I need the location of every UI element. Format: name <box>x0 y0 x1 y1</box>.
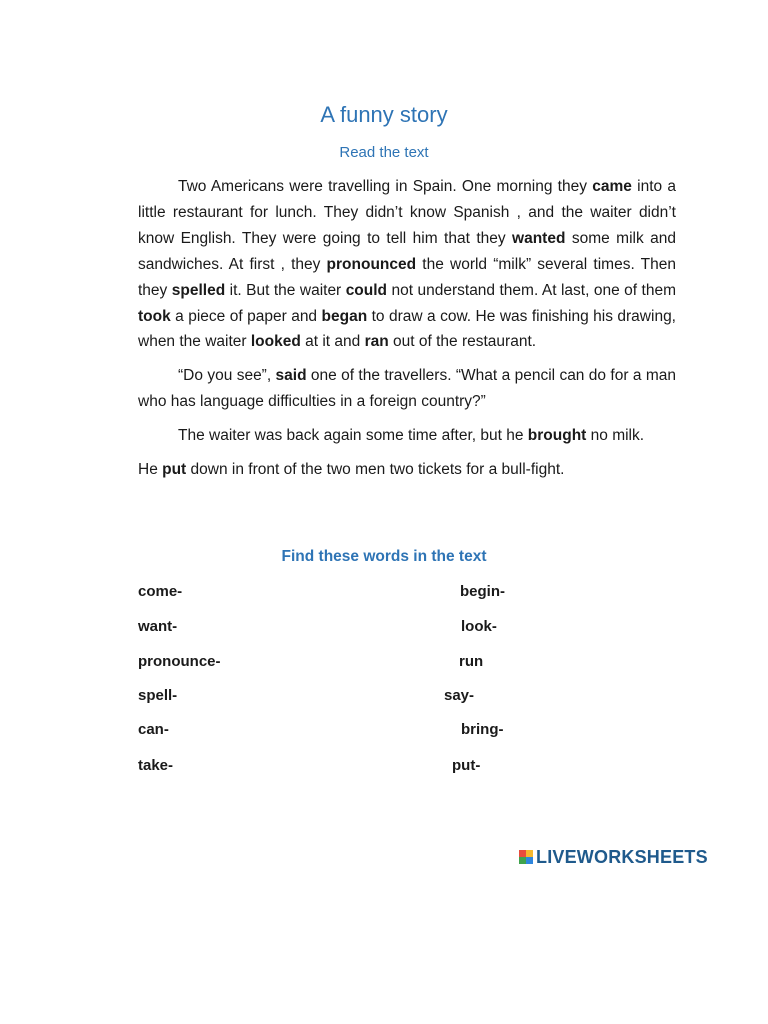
highlighted-verb: wanted <box>512 229 566 247</box>
story-text-run: some milk and sandwiches. At first , they <box>138 229 676 273</box>
story-text-run: at it and <box>300 333 365 351</box>
page-title: A funny story <box>320 102 448 127</box>
highlighted-verb: looked <box>250 333 301 351</box>
story-text-run: not understand them. At last, one of them <box>387 281 677 299</box>
story-paragraph <box>138 457 676 483</box>
highlighted-verb: brought <box>527 427 587 445</box>
word-put: put- <box>452 757 481 774</box>
page-subtitle: Read the text <box>339 144 429 161</box>
logo-mark-square <box>526 857 533 864</box>
story-text <box>138 174 676 483</box>
story-text-run: out of the restaurant. <box>388 333 537 351</box>
word-come: come- <box>138 583 183 600</box>
word-take: take- <box>138 757 174 774</box>
story-text-run: no milk. <box>586 427 645 445</box>
story-paragraph <box>138 423 676 449</box>
liveworksheets-logo-icon <box>519 850 533 864</box>
story-text-run: “Do you see”, <box>178 367 276 385</box>
word-want: want- <box>138 618 178 635</box>
word-spell: spell- <box>138 687 178 704</box>
word-bring: bring- <box>461 721 504 738</box>
highlighted-verb: ran <box>364 333 389 351</box>
story-text-run: into a little restaurant for lunch. They didn’t know Spanish , and the waiter didn’t know English. They were going to tell him that they <box>138 178 676 247</box>
story-text-run: one of the travellers. “What a pencil can do for a man who has language difficulties in a foreign country?” <box>138 367 676 411</box>
story-text-run: a piece of paper and <box>170 307 322 325</box>
story-text-run: Two Americans were travelling in Spain. One morning they <box>178 178 593 195</box>
word-can: can- <box>138 721 169 738</box>
highlighted-verb: spelled <box>171 281 226 299</box>
word-run: run <box>459 653 484 670</box>
story-text-run: it. But the waiter <box>225 281 346 299</box>
word-say: say- <box>444 687 475 704</box>
highlighted-verb: said <box>275 367 307 385</box>
logo-mark-square <box>526 850 533 857</box>
story-paragraph <box>138 174 676 355</box>
story-text-run: the world “milk” several times. Then they <box>138 255 676 299</box>
highlighted-verb: put <box>162 461 187 479</box>
story-text-run: to draw a cow. He was finishing his drawing, when the waiter <box>138 307 676 351</box>
logo-mark-square <box>519 850 526 857</box>
word-pronounce: pronounce- <box>138 653 221 670</box>
word-look: look- <box>461 618 497 635</box>
logo-text: LIVEWORKSHEETS <box>536 846 708 867</box>
highlighted-verb: came <box>592 178 632 195</box>
story-text-run: He <box>138 461 163 479</box>
exercise-title: Find these words in the text <box>281 548 487 565</box>
highlighted-verb: could <box>345 281 388 299</box>
word-begin: begin- <box>460 583 505 600</box>
highlighted-verb: pronounced <box>326 255 417 273</box>
story-text-run: down in front of the two men two tickets for a bull-fight. <box>186 461 565 479</box>
liveworksheets-logo <box>519 846 708 868</box>
story-paragraph <box>138 363 676 415</box>
highlighted-verb: took <box>138 307 171 325</box>
logo-mark-square <box>519 857 526 864</box>
highlighted-verb: began <box>321 307 368 325</box>
story-text-run: The waiter was back again some time after, but he <box>178 427 528 445</box>
